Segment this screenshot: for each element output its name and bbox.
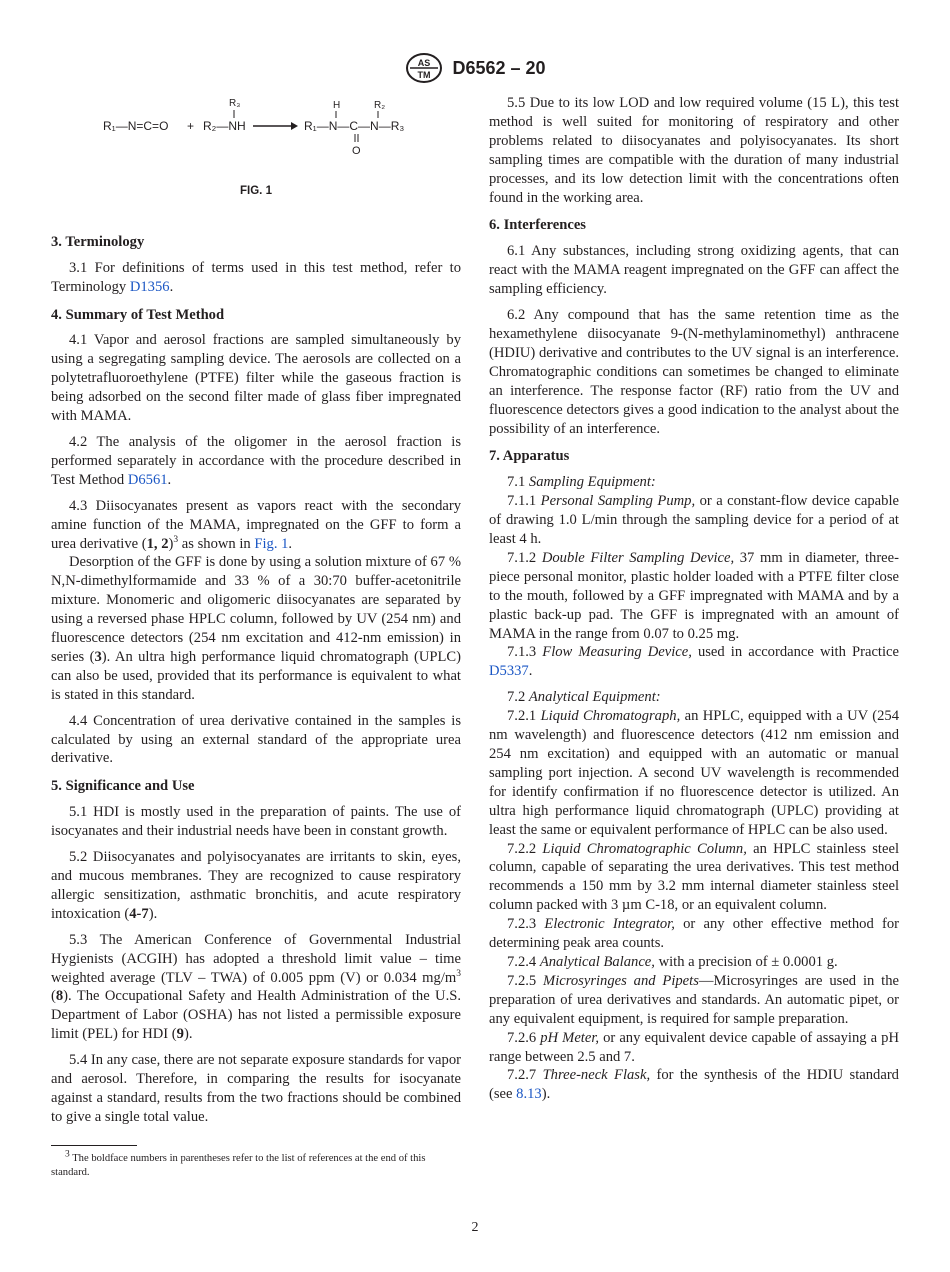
ref-1-2[interactable]: 1, 2 <box>146 535 169 552</box>
standard-designation: D6562 – 20 <box>452 57 546 78</box>
para-7-2-6: 7.2.6 pH Meter, or any equivalent device capable of assaying a pH range between 2.5 and 7. <box>489 1029 899 1065</box>
section-3-title: 3. Terminology <box>51 233 145 250</box>
product-h: H <box>333 100 341 111</box>
section-6-title: 6. Interferences <box>489 217 586 234</box>
para-7-2-3: 7.2.3 Electronic Integrator, or any other effective method for determining peak area counts. <box>489 916 899 952</box>
link-d1356[interactable]: D1356 <box>129 278 170 295</box>
link-d5337[interactable]: D5337 <box>489 663 529 680</box>
para-5-5: 5.5 Due to its low LOD and low required volume (15 L), this test method is well suited for monitoring of respiratory and other problems related to diisocyanates and polyisocyanates. Its short sampling times are compatible with the duration of many industrial processes, and its low detection limit with the concentrations often found in the working area. <box>489 95 899 206</box>
figure-caption: FIG. 1 <box>240 184 272 197</box>
reactant-isocyanate: R₁—N=C=O <box>103 119 169 133</box>
para-7-2-4: 7.2.4 Analytical Balance, with a precision of ± 0.0001 g. <box>507 953 838 970</box>
link-fig-1[interactable]: Fig. 1 <box>254 535 289 552</box>
ref-3[interactable]: 3 <box>94 648 102 665</box>
reactant-r3: R₃ <box>229 98 241 109</box>
para-3-1: 3.1 For definitions of terms used in this test method, refer to Terminology D1356. <box>51 259 461 295</box>
product-o: O <box>352 145 361 157</box>
plus-sign: + <box>187 119 195 133</box>
para-7-1-1: 7.1.1 Personal Sampling Pump, or a constant-flow device capable of drawing 1.0 L/min through the sampling device for a period of at least 4 h. <box>489 493 899 548</box>
para-5-1: 5.1 HDI is mostly used in the preparation of paints. The use of isocyanates and their industrial needs have been in constant growth. <box>51 804 461 840</box>
reactant-amine: R₂—NH <box>203 119 246 133</box>
para-4-4: 4.4 Concentration of urea derivative contained in the samples is calculated by using an external standard of the appropriate urea derivative. <box>51 712 461 767</box>
reaction-figure <box>51 94 461 176</box>
para-4-1: 4.1 Vapor and aerosol fractions are sampled simultaneously by using a segregating sampling device. The aerosols are collected on a polytetrafluoroethylene (PTFE) filter while the gaseous fraction is being adsorbed on the second filter made of glass fiber impregnated with MAMA. <box>51 332 461 425</box>
link-d6561[interactable]: D6561 <box>127 471 168 488</box>
para-7-2: 7.2 Analytical Equipment: <box>507 689 661 706</box>
para-4-3-continued: Desorption of the GFF is done by using a solution mixture of 67 % N,N-dimethylformamide and 33 % of a 30:70 buffer-acetonitrile mixture. Monomeric and oligomeric diisocyanates are separated by using a reversed phase HPLC column, followed by UV (254 nm) and fluorescence detectors (254 nm excitation and 412-nm emission) in series (3). An ultra high performance liquid chromatograph (UPLC) can also be used, provided that its performance is equivalent to what is stated in this standard. <box>51 554 461 703</box>
para-5-4: 5.4 In any case, there are not separate exposure standards for vapor and aerosol. Therefore, in comparing the results for isocyanate against a standard, results from the two fractions should be combined to give a single total value. <box>51 1052 461 1125</box>
para-4-2: 4.2 The analysis of the oligomer in the aerosol fraction is performed separately in accordance with the procedure described in Test Method D6561. <box>51 433 461 488</box>
section-5-title: 5. Significance and Use <box>51 778 195 795</box>
svg-text:TM: TM <box>417 70 431 80</box>
para-5-2: 5.2 Diisocyanates and polyisocyanates are irritants to skin, eyes, and mucous membranes. They are recognized to cause respiratory allergic sensitization, asthmatic bronchitis, and acute respiratory intoxication (4-7). <box>51 849 461 922</box>
ref-9[interactable]: 9 <box>176 1026 184 1043</box>
product-r2: R₂ <box>374 100 386 111</box>
arrow-head-icon <box>291 122 298 130</box>
astm-logo-icon <box>404 52 444 84</box>
para-6-2: 6.2 Any compound that has the same retention time as the hexamethylene diisocyanate 9-(N-methylaminomethyl) anthracene (HDIU) derivative and contributes to the UV signal is an interference. Chromatographic conditions can sometimes be changed to eliminate an interference. The response factor (RF) ratio from the UV and fluorescence detectors gives a good indication to the analyst about the possibility of an interference. <box>489 307 899 437</box>
para-7-2-1: 7.2.1 Liquid Chromatograph, an HPLC, equipped with a UV (254 nm wavelength) and fluorescence detectors (412 nm emission and 254 nm excitation) and equipped with an automatic or manual sampling port injection. A second UV wavelength is recommended for identify confirmation if no fluorescence detector is utilized. An ultra high performance liquid chromatograph (UPLC) providing at least the same or equivalent performance of HPLC can be also used. <box>489 708 899 838</box>
para-7-1-2: 7.1.2 Double Filter Sampling Device, 37 mm in diameter, three-piece personal monitor, plastic holder loaded with a PTFE filter close to the mouth, followed by a GFF impregnated with MAMA and by a plastic back-up pad. The GFF is impregnated with an amount of MAMA in the range from 0.07 to 0.25 mg. <box>489 549 899 642</box>
para-7-2-2: 7.2.2 Liquid Chromatographic Column, an HPLC stainless steel column, capable of separating the urea derivatives. This test method recommends a 150 mm by 3.2 mm internal diameter stainless steel column packed with 3 µm C-18, or an equivalent column. <box>489 840 899 914</box>
left-column <box>51 94 461 1180</box>
para-6-1: 6.1 Any substances, including strong oxidizing agents, that can react with the MAMA reagent impregnated on the GFF can affect the sampling efficiency. <box>489 243 899 298</box>
right-column <box>489 94 899 1104</box>
footnote-marker[interactable]: 3 <box>173 534 179 545</box>
para-7-1: 7.1 Sampling Equipment: <box>507 474 656 491</box>
page-number: 2 <box>471 1220 479 1235</box>
section-7-title: 7. Apparatus <box>489 448 570 465</box>
para-7-1-3: 7.1.3 Flow Measuring Device, used in accordance with Practice D5337. <box>489 644 899 680</box>
link-8-13[interactable]: 8.13 <box>516 1086 542 1103</box>
svg-text:AS: AS <box>418 58 431 68</box>
footnote-3: $^3$ The boldface numbers in parentheses refer to the list of references at the end of this standard. <box>51 1149 426 1178</box>
page-header <box>0 52 950 84</box>
ref-8[interactable]: 8 <box>55 988 64 1005</box>
para-7-2-5: 7.2.5 Microsyringes and Pipets—Microsyringes are used in the preparation of urea derivatives and standards. An automatic pipet, or any equivalent equipment, is required for sample preparation. <box>489 972 899 1027</box>
product-urea: R₁—N—C—N—R₃ <box>304 119 405 133</box>
footnote-divider <box>51 1145 137 1146</box>
section-4-title: 4. Summary of Test Method <box>51 306 225 323</box>
para-4-3: 4.3 Diisocyanates present as vapors react with the secondary amine function of the MAMA, impregnated on the GFF to form a urea derivative (1, 2)$^3$ as shown in Fig. 1. <box>51 497 461 552</box>
ref-4-7[interactable]: 4-7 <box>129 905 149 922</box>
para-7-2-7: 7.2.7 Three-neck Flask, for the synthesis of the HDIU standard (see 8.13). <box>489 1067 899 1103</box>
para-5-3: 5.3 The American Conference of Governmental Industrial Hygienists (ACGIH) has adopted a threshold limit value – time weighted average (TLV – TWA) of 0.005 ppm (V) or 0.034 $mg/m^3$ (8). The Occupational Safety and Health Administration of the U.S. Department of Labor (OSHA) has not listed a permissible exposure limit (PEL) for HDI (9). <box>51 931 461 1043</box>
